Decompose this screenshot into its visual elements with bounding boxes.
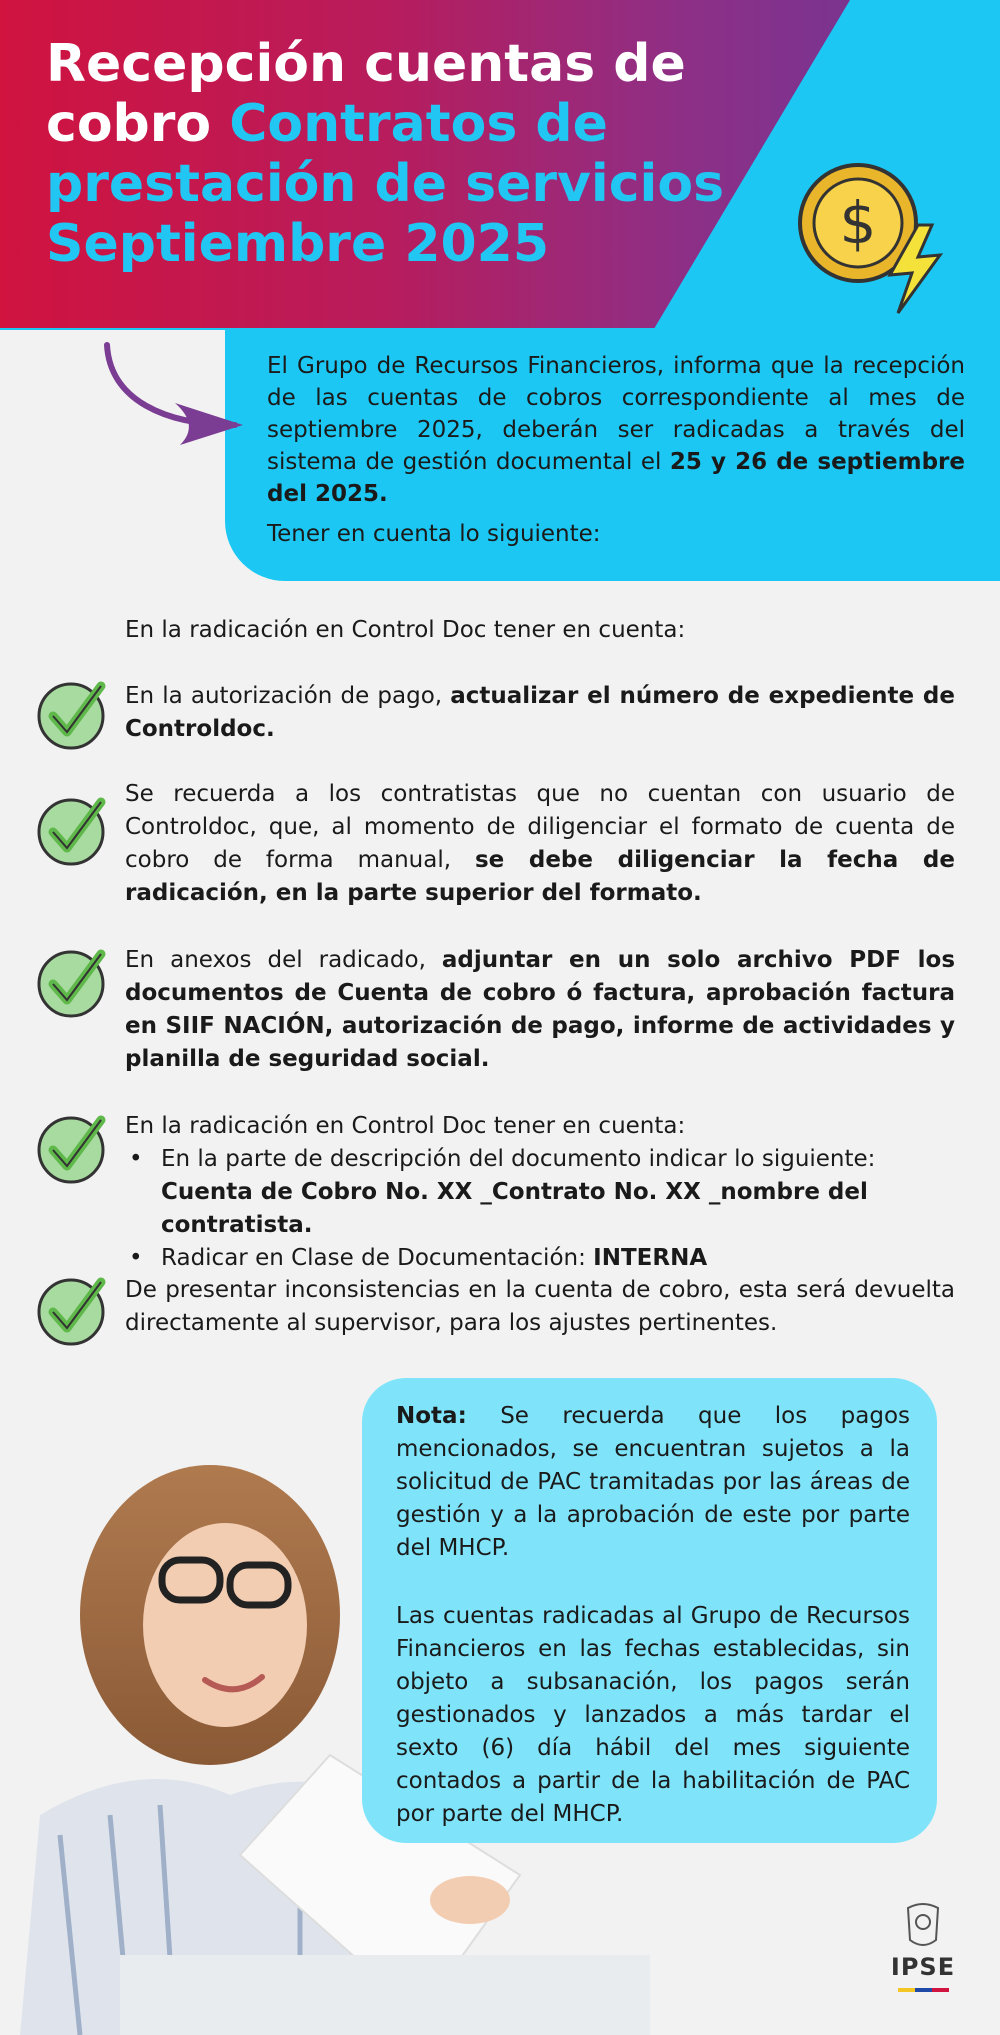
item-text: De presentar inconsistencias en la cuenta de cobro, esta será devuelta directamente al supervisor, para los ajustes pertinentes. <box>125 1277 955 1336</box>
item-text: En la radicación en Control Doc tener en cuenta: <box>125 1113 686 1139</box>
item-bold: actualizar el número de expediente de Controldoc. <box>125 683 955 742</box>
check-icon <box>35 792 111 868</box>
note-text: Se recuerda que los pagos mencionados, se encuentran sujetos a la solicitud de PAC tramitadas por las áreas de gestión y a la aprobación de este por parte del MHCP. <box>396 1403 910 1561</box>
title-accent: Contratos de prestación de servicios Septiembre 2025 <box>46 94 725 274</box>
check-icon <box>35 944 111 1020</box>
info-tener: Tener en cuenta lo siguiente: <box>267 521 601 547</box>
bullet-item: • En la parte de descripción del documento indicar lo siguiente: Cuenta de Cobro No. XX _Contrato No. XX _nombre del contratista. <box>125 1143 955 1242</box>
check-icon <box>35 676 111 752</box>
item-bold: se debe diligenciar la fecha de radicación, en la parte superior del formato. <box>125 847 955 906</box>
intro-text: En la radicación en Control Doc tener en cuenta: <box>125 617 686 643</box>
info-paragraph-dates: 25 y 26 de septiembre del 2025. <box>267 449 965 507</box>
list-item <box>125 778 955 910</box>
ipse-logo-text: IPSE <box>890 1953 956 1981</box>
title-white: Recepción cuentas de cobro <box>46 34 686 154</box>
arrow-icon <box>95 340 255 455</box>
item-bold: adjuntar en un solo archivo PDF los documentos de Cuenta de cobro ó factura, aprobación factura en SIIF NACIÓN, autorización de pago, informe de actividades y planilla de seguridad social. <box>125 947 956 1072</box>
info-paragraph-text: El Grupo de Recursos Financieros, informa que la recepción de las cuentas de cobros correspondiente al mes de septiembre 2025, deberán ser radicadas a través del sistema de gestión documental el <box>267 353 965 475</box>
list-item <box>125 1110 955 1275</box>
list-item <box>125 944 955 1076</box>
item-text: Se recuerda a los contratistas que no cuentan con usuario de Controldoc, que, al momento de diligenciar el formato de cuenta de cobro de forma manual, <box>125 781 955 873</box>
item-text: En la autorización de pago, <box>125 683 443 709</box>
check-icon <box>35 1272 111 1348</box>
check-icon <box>35 1110 111 1186</box>
note-label: Nota: <box>396 1403 467 1429</box>
list-item <box>125 1274 955 1340</box>
note-paragraph-1 <box>396 1400 910 1565</box>
ipse-crest-icon <box>888 1900 958 2000</box>
info-paragraph <box>267 350 965 510</box>
dollar-coin-icon <box>790 155 960 315</box>
list-item <box>125 680 955 746</box>
page-title <box>46 34 786 274</box>
svg-text:$: $ <box>839 189 877 257</box>
item-text: En anexos del radicado, <box>125 947 426 973</box>
note-paragraph-2: Las cuentas radicadas al Grupo de Recursos Financieros en las fechas establecidas, sin objeto a subsanación, los pagos serán gestionados y lanzados a más tardar el sexto (6) día hábil del mes siguiente contados a partir de la habilitación de PAC por parte del MHCP. <box>396 1603 910 1827</box>
bullet-item: • Radicar en Clase de Documentación: INTERNA <box>125 1242 955 1275</box>
